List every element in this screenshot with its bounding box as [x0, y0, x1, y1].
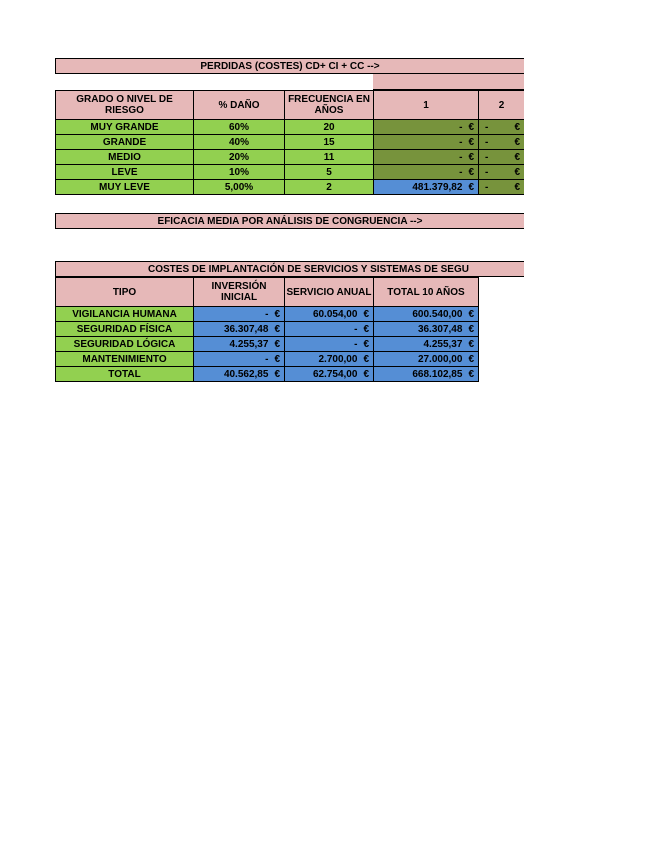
- loss-col-1-cell: [374, 135, 479, 150]
- table-row-level: [55, 150, 194, 165]
- table-row-tipo: [55, 322, 194, 337]
- servicio-value: -: [354, 323, 358, 335]
- loss-col-1-value: 481.379,82: [412, 181, 463, 193]
- loss-col-2-cell: [479, 180, 524, 195]
- damage-value: 5,00%: [224, 181, 254, 193]
- costs-header-servicio-label: SERVICIO ANUAL: [286, 286, 372, 298]
- currency-symbol: €: [363, 323, 369, 335]
- costs-header-inversion-label: INVERSIÓN INICIAL: [211, 281, 267, 303]
- damage-cell: [194, 165, 285, 180]
- losses-title: [55, 58, 524, 74]
- loss-col-1-cell: [374, 180, 479, 195]
- inversion-value: -: [265, 308, 269, 320]
- costs-header-tipo-label: TIPO: [112, 286, 137, 298]
- header-col-1: [374, 90, 479, 120]
- tipo-label: SEGURIDAD LÓGICA: [73, 338, 176, 350]
- header-dano-label: % DAÑO: [218, 99, 260, 111]
- level-label: GRANDE: [102, 136, 147, 148]
- total-10-value: 27.000,00: [417, 353, 463, 365]
- currency-symbol: €: [514, 166, 520, 178]
- servicio-value: 62.754,00: [312, 368, 358, 380]
- damage-cell: [194, 180, 285, 195]
- total-10-value: 36.307,48: [417, 323, 463, 335]
- loss-col-2-value: -: [485, 181, 489, 193]
- total-10-cell: [374, 337, 479, 352]
- currency-symbol: €: [468, 353, 474, 365]
- currency-symbol: €: [468, 121, 474, 133]
- level-label: LEVE: [111, 166, 138, 178]
- header-col-1-label: 1: [423, 99, 429, 111]
- servicio-cell: [285, 352, 374, 367]
- losses-title-right-band: [373, 74, 524, 90]
- currency-symbol: €: [274, 368, 280, 380]
- inversion-cell: [194, 352, 285, 367]
- servicio-value: 60.054,00: [312, 308, 358, 320]
- frequency-value: 2: [326, 181, 332, 193]
- currency-symbol: €: [274, 353, 280, 365]
- inversion-value: -: [265, 353, 269, 365]
- frequency-value: 5: [326, 166, 332, 178]
- loss-col-2-cell: [479, 150, 524, 165]
- damage-value: 60%: [228, 121, 249, 133]
- inversion-value: 4.255,37: [229, 338, 269, 350]
- servicio-cell: [285, 322, 374, 337]
- currency-symbol: €: [514, 136, 520, 148]
- total-10-value: 600.540,00: [412, 308, 463, 320]
- currency-symbol: €: [468, 151, 474, 163]
- total-10-value: 668.102,85: [412, 368, 463, 380]
- header-frecuencia-label: FRECUENCIA EN AÑOS: [288, 94, 370, 116]
- costs-title-text: COSTES DE IMPLANTACIÓN DE SERVICIOS Y SISTEMAS DE SEGU: [148, 263, 469, 275]
- currency-symbol: €: [468, 181, 474, 193]
- header-frecuencia: [285, 90, 374, 120]
- damage-value: 20%: [228, 151, 249, 163]
- damage-value: 40%: [228, 136, 249, 148]
- currency-symbol: €: [468, 323, 474, 335]
- loss-col-2-cell: [479, 135, 524, 150]
- header-dano: [194, 90, 285, 120]
- currency-symbol: €: [274, 308, 280, 320]
- total-10-cell: [374, 352, 479, 367]
- loss-col-2-value: -: [485, 121, 489, 133]
- currency-symbol: €: [514, 181, 520, 193]
- damage-cell: [194, 120, 285, 135]
- loss-col-2-cell: [479, 165, 524, 180]
- table-row-level: [55, 180, 194, 195]
- frequency-cell: [285, 150, 374, 165]
- loss-col-2-cell: [479, 120, 524, 135]
- header-grado: [55, 90, 194, 120]
- total-10-cell: [374, 322, 479, 337]
- currency-symbol: €: [514, 151, 520, 163]
- loss-col-1-cell: [374, 150, 479, 165]
- table-row-tipo: [55, 337, 194, 352]
- currency-symbol: €: [363, 308, 369, 320]
- loss-col-2-value: -: [485, 136, 489, 148]
- currency-symbol: €: [363, 338, 369, 350]
- loss-col-1-cell: [374, 120, 479, 135]
- tipo-label: SEGURIDAD FÍSICA: [76, 323, 173, 335]
- currency-symbol: €: [363, 368, 369, 380]
- costs-header-servicio: [285, 277, 374, 307]
- table-row-tipo: [55, 307, 194, 322]
- frequency-cell: [285, 180, 374, 195]
- inversion-cell: [194, 322, 285, 337]
- loss-col-2-value: -: [485, 151, 489, 163]
- costs-header-total: [374, 277, 479, 307]
- currency-symbol: €: [468, 308, 474, 320]
- frequency-value: 20: [323, 121, 335, 133]
- loss-col-1-value: -: [459, 166, 463, 178]
- frequency-value: 11: [323, 151, 335, 163]
- losses-title-text: PERDIDAS (COSTES) CD+ CI + CC -->: [200, 60, 380, 72]
- level-label: MEDIO: [108, 151, 141, 163]
- total-10-cell: [374, 307, 479, 322]
- table-row-level: [55, 135, 194, 150]
- costs-header-total-label: TOTAL 10 AÑOS: [387, 286, 465, 298]
- efficacy-title: [55, 213, 524, 229]
- level-label: MUY LEVE: [99, 181, 150, 193]
- costs-header-tipo: [55, 277, 194, 307]
- frequency-cell: [285, 120, 374, 135]
- header-col-2-label: 2: [498, 99, 505, 111]
- frequency-cell: [285, 165, 374, 180]
- table-row-tipo: [55, 352, 194, 367]
- tipo-label: MANTENIMIENTO: [82, 353, 167, 365]
- costs-title: [55, 261, 524, 277]
- level-label: MUY GRANDE: [90, 121, 159, 133]
- tipo-label: TOTAL: [108, 368, 141, 380]
- costs-header-inversion: [194, 277, 285, 307]
- table-row-tipo: [55, 367, 194, 382]
- damage-value: 10%: [228, 166, 249, 178]
- loss-col-1-value: -: [459, 121, 463, 133]
- loss-col-2-value: -: [485, 166, 489, 178]
- loss-col-1-cell: [374, 165, 479, 180]
- currency-symbol: €: [363, 353, 369, 365]
- table-row-level: [55, 120, 194, 135]
- table-row-level: [55, 165, 194, 180]
- currency-symbol: €: [274, 338, 280, 350]
- frequency-cell: [285, 135, 374, 150]
- servicio-value: -: [354, 338, 358, 350]
- tipo-label: VIGILANCIA HUMANA: [72, 308, 177, 320]
- header-col-2: [479, 90, 524, 120]
- inversion-cell: [194, 367, 285, 382]
- damage-cell: [194, 150, 285, 165]
- currency-symbol: €: [514, 121, 520, 133]
- total-10-value: 4.255,37: [423, 338, 463, 350]
- servicio-value: 2.700,00: [318, 353, 358, 365]
- inversion-value: 36.307,48: [223, 323, 269, 335]
- efficacy-title-text: EFICACIA MEDIA POR ANÁLISIS DE CONGRUENCIA -->: [157, 215, 423, 227]
- loss-col-1-value: -: [459, 151, 463, 163]
- currency-symbol: €: [274, 323, 280, 335]
- servicio-cell: [285, 307, 374, 322]
- servicio-cell: [285, 337, 374, 352]
- currency-symbol: €: [468, 136, 474, 148]
- currency-symbol: €: [468, 338, 474, 350]
- currency-symbol: €: [468, 166, 474, 178]
- inversion-cell: [194, 307, 285, 322]
- inversion-value: 40.562,85: [223, 368, 269, 380]
- total-10-cell: [374, 367, 479, 382]
- frequency-value: 15: [323, 136, 335, 148]
- loss-col-1-value: -: [459, 136, 463, 148]
- servicio-cell: [285, 367, 374, 382]
- header-grado-label: GRADO O NIVEL DE RIESGO: [76, 94, 173, 116]
- inversion-cell: [194, 337, 285, 352]
- currency-symbol: €: [468, 368, 474, 380]
- damage-cell: [194, 135, 285, 150]
